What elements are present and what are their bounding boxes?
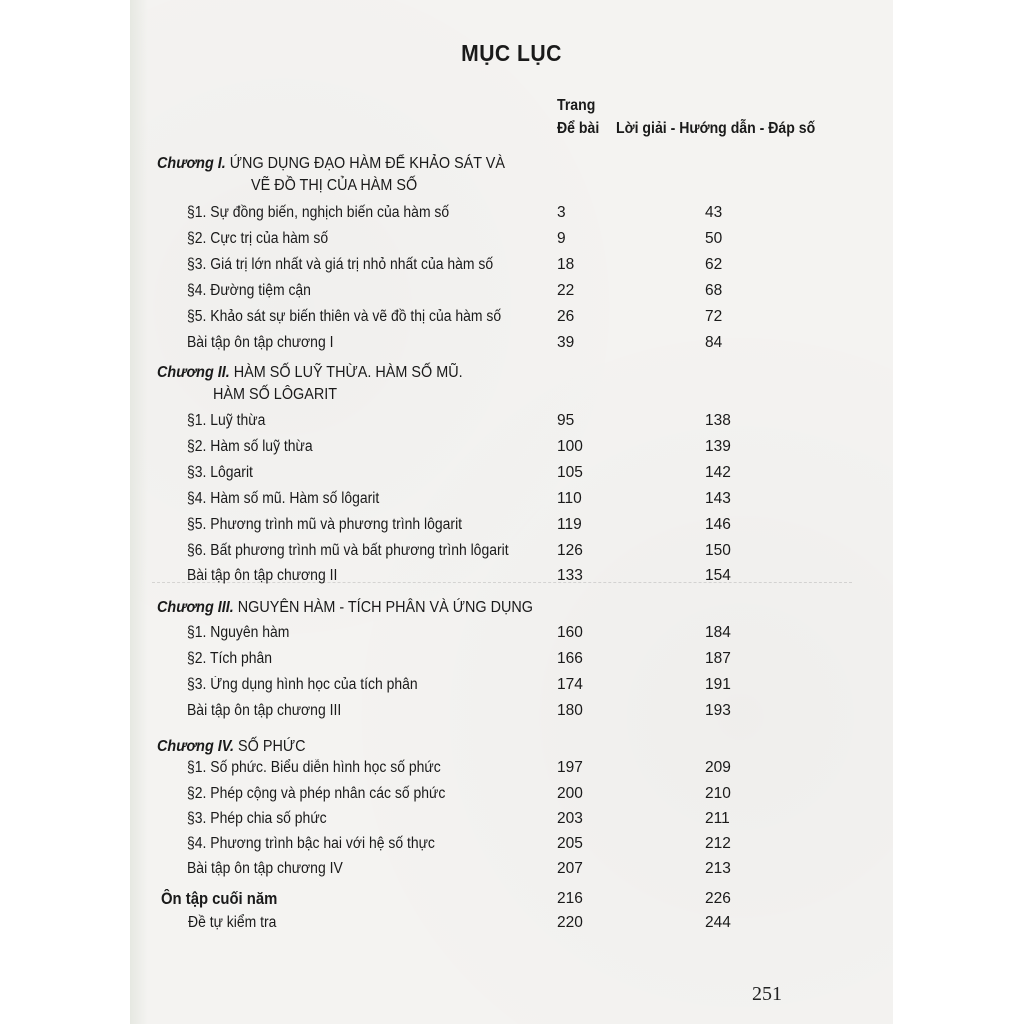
- section-label: §2. Phép cộng và phép nhân các số phức: [187, 785, 446, 802]
- section-label: Bài tập ôn tập chương III: [187, 702, 342, 719]
- answer-page: 193: [705, 702, 731, 719]
- answer-page: 187: [705, 650, 731, 667]
- answer-page: 143: [705, 490, 731, 507]
- toc-row: [130, 490, 893, 516]
- section-label: §4. Phương trình bậc hai với hệ số thực: [187, 835, 435, 852]
- toc-row: [130, 914, 893, 940]
- chapter-2-heading: [157, 364, 463, 382]
- answer-page: 213: [705, 860, 731, 877]
- bleed-through-rule: [152, 582, 852, 583]
- answer-page: 72: [705, 308, 723, 325]
- answer-page: 43: [705, 204, 723, 221]
- answer-page: 212: [705, 835, 731, 852]
- section-label: §1. Nguyên hàm: [187, 624, 290, 641]
- problem-page: 3: [557, 204, 566, 221]
- toc-row: [130, 542, 893, 568]
- problem-page: 166: [557, 650, 583, 667]
- toc-row: [130, 624, 893, 650]
- problem-page: 205: [557, 835, 583, 852]
- section-label: Bài tập ôn tập chương II: [187, 567, 338, 584]
- toc-row: [130, 810, 893, 836]
- problem-page: 18: [557, 256, 575, 273]
- chapter-number: Chương I.: [157, 155, 226, 172]
- toc-row: [130, 282, 893, 308]
- section-label: Bài tập ôn tập chương IV: [187, 860, 343, 877]
- problem-page: 95: [557, 412, 575, 429]
- problem-page: 119: [557, 516, 582, 533]
- answer-page: 154: [705, 567, 731, 584]
- header-de-bai: Để bài: [557, 120, 600, 137]
- chapter-title: NGUYÊN HÀM - TÍCH PHÂN VÀ ỨNG DỤNG: [237, 599, 534, 616]
- answer-page: 50: [705, 230, 723, 247]
- toc-row: [130, 516, 893, 542]
- problem-page: 197: [557, 759, 583, 776]
- answer-page: 211: [705, 810, 730, 827]
- section-label: Bài tập ôn tập chương I: [187, 334, 334, 351]
- problem-page: 105: [557, 464, 583, 481]
- answer-page: 62: [705, 256, 723, 273]
- answer-page: 209: [705, 759, 731, 776]
- problem-page: 220: [557, 914, 583, 931]
- answer-page: 226: [705, 890, 731, 907]
- answer-page: 139: [705, 438, 731, 455]
- problem-page: 216: [557, 890, 583, 907]
- section-label: §2. Cực trị của hàm số: [187, 230, 329, 247]
- section-label: §2. Tích phân: [187, 650, 273, 667]
- problem-page: 26: [557, 308, 575, 325]
- toc-row-final-review: [130, 890, 893, 916]
- problem-page: 22: [557, 282, 575, 299]
- answer-page: 184: [705, 624, 731, 641]
- section-label: §6. Bất phương trình mũ và bất phương trình lôgarit: [187, 542, 509, 559]
- section-label: Ôn tập cuối năm: [161, 890, 278, 908]
- section-label: §3. Lôgarit: [187, 464, 253, 481]
- answer-page: 68: [705, 282, 723, 299]
- answer-page: 244: [705, 914, 731, 931]
- header-loi-giai: Lời giải - Hướng dẫn - Đáp số: [616, 120, 816, 137]
- toc-row: [130, 785, 893, 811]
- chapter-1-heading: [157, 155, 505, 173]
- problem-page: 110: [557, 490, 582, 507]
- problem-page: 207: [557, 860, 583, 877]
- chapter-4-heading: [157, 738, 306, 756]
- section-label: §2. Hàm số luỹ thừa: [187, 438, 313, 455]
- answer-page: 146: [705, 516, 731, 533]
- section-label: §1. Số phức. Biểu diễn hình học số phức: [187, 759, 441, 776]
- problem-page: 160: [557, 624, 583, 641]
- page-title: MỤC LỤC: [461, 40, 562, 66]
- answer-page: 210: [705, 785, 731, 802]
- toc-row: [130, 650, 893, 676]
- toc-row: [130, 308, 893, 334]
- problem-page: 126: [557, 542, 583, 559]
- toc-row: [130, 412, 893, 438]
- answer-page: 138: [705, 412, 731, 429]
- chapter-number: Chương IV.: [157, 738, 235, 755]
- toc-row: [130, 835, 893, 861]
- problem-page: 100: [557, 438, 583, 455]
- toc-row: [130, 702, 893, 728]
- chapter-title: HÀM SỐ LUỸ THỪA. HÀM SỐ MŨ.: [233, 364, 463, 381]
- header-trang: Trang: [557, 97, 596, 114]
- toc-row: [130, 676, 893, 702]
- book-page: [130, 0, 893, 1024]
- section-label: §3. Phép chia số phức: [187, 810, 327, 827]
- toc-row: [130, 204, 893, 230]
- chapter-number: Chương II.: [157, 364, 230, 381]
- section-label: §4. Hàm số mũ. Hàm số lôgarit: [187, 490, 380, 507]
- toc-row: [130, 464, 893, 490]
- toc-row: [130, 438, 893, 464]
- problem-page: 200: [557, 785, 583, 802]
- answer-page: 150: [705, 542, 731, 559]
- toc-row: [130, 230, 893, 256]
- section-label: §3. Ứng dụng hình học của tích phân: [187, 676, 418, 693]
- problem-page: 203: [557, 810, 583, 827]
- problem-page: 174: [557, 676, 583, 693]
- section-label: §1. Luỹ thừa: [187, 412, 266, 429]
- problem-page: 9: [557, 230, 566, 247]
- section-label: §5. Khảo sát sự biến thiên và vẽ đồ thị của hàm số: [187, 308, 502, 325]
- chapter-number: Chương III.: [157, 599, 234, 616]
- section-label: §4. Đường tiệm cận: [187, 282, 311, 299]
- problem-page: 180: [557, 702, 583, 719]
- toc-row: [130, 860, 893, 886]
- chapter-title: SỐ PHỨC: [238, 738, 306, 755]
- page-number: 251: [752, 983, 782, 1005]
- chapter-3-heading: [157, 599, 533, 617]
- problem-page: 39: [557, 334, 575, 351]
- toc-row: [130, 567, 893, 593]
- problem-page: 133: [557, 567, 583, 584]
- toc-row: [130, 759, 893, 785]
- section-label: §1. Sự đồng biến, nghịch biến của hàm số: [187, 204, 450, 221]
- answer-page: 84: [705, 334, 723, 351]
- section-label: §3. Giá trị lớn nhất và giá trị nhỏ nhất của hàm số: [187, 256, 494, 273]
- section-label: Đề tự kiểm tra: [188, 914, 277, 931]
- chapter-2-title-line2: HÀM SỐ LÔGARIT: [213, 386, 338, 403]
- chapter-title: ỨNG DỤNG ĐẠO HÀM ĐỂ KHẢO SÁT VÀ: [229, 155, 506, 172]
- toc-row: [130, 256, 893, 282]
- toc-row: [130, 334, 893, 360]
- chapter-1-title-line2: VẼ ĐỒ THỊ CỦA HÀM SỐ: [251, 177, 418, 194]
- answer-page: 191: [705, 676, 731, 693]
- answer-page: 142: [705, 464, 731, 481]
- section-label: §5. Phương trình mũ và phương trình lôgarit: [187, 516, 463, 533]
